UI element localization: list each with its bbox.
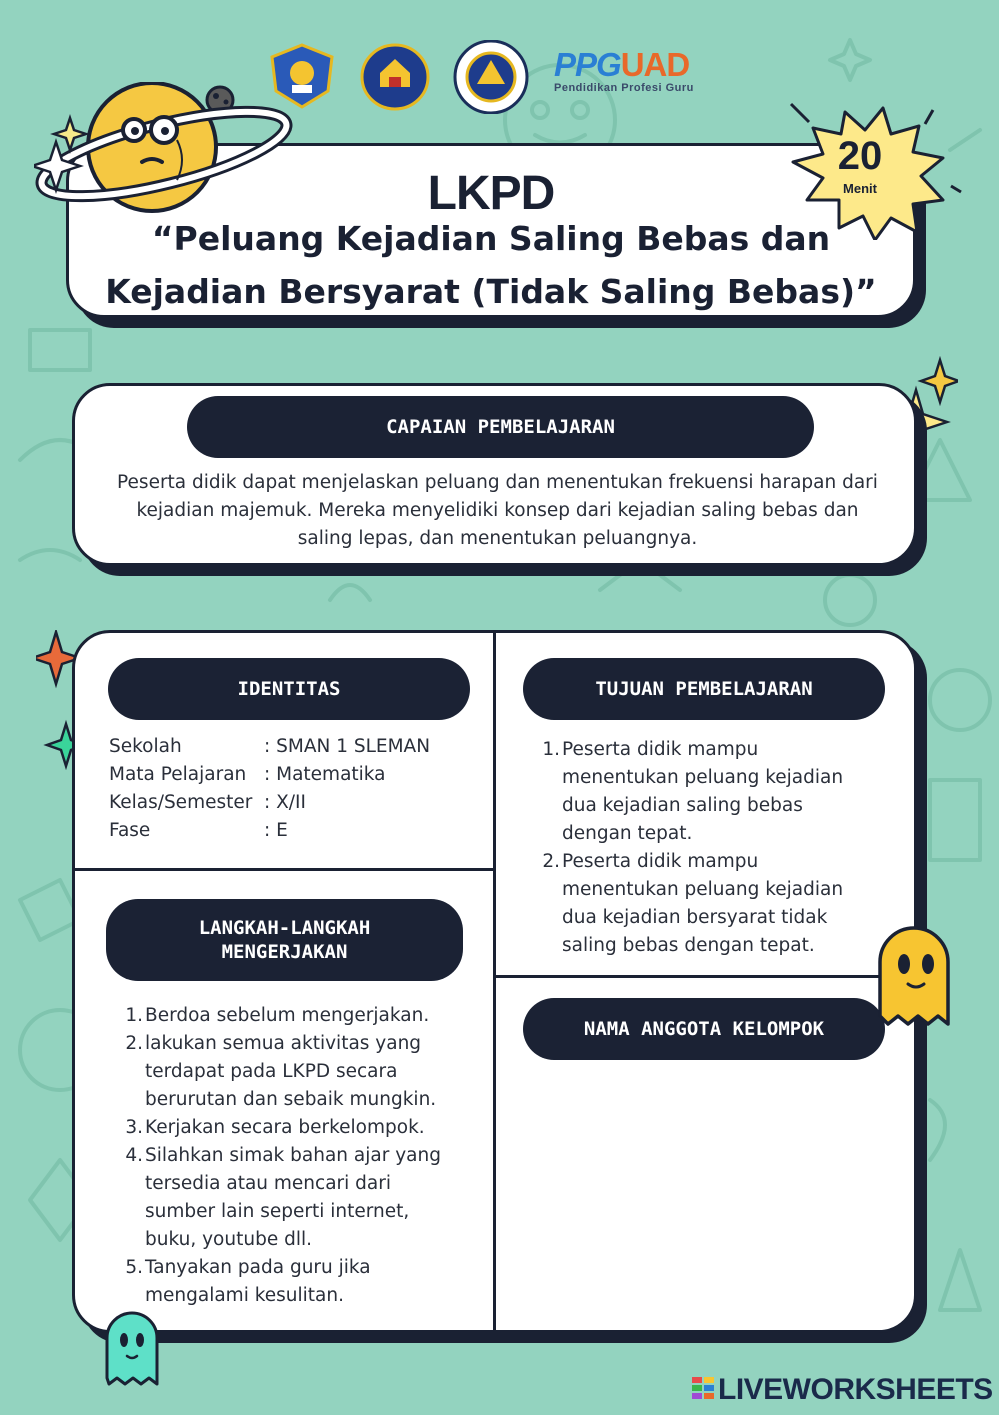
list-item <box>123 1142 453 1254</box>
right-divider <box>494 975 917 978</box>
tujuan-list <box>540 736 845 960</box>
list-item-text: Peserta didik mampu menentukan peluang kejadian dua kejadian saling bebas dengan tepat. <box>562 739 844 844</box>
uad-logo-text: UAD <box>620 46 690 83</box>
list-item-text: Peserta didik mampu menentukan peluang kejadian dua kejadian bersyarat tidak saling bebas dengan tepat. <box>562 851 844 956</box>
time-badge-value: 20 <box>837 134 883 178</box>
list-item <box>123 1002 453 1030</box>
capaian-heading: CAPAIAN PEMBELAJARAN <box>187 396 814 458</box>
identitas-table <box>109 733 430 845</box>
list-item-text: Tanyakan pada guru jika mengalami kesulitan. <box>145 1257 371 1306</box>
identitas-key: Fase <box>109 820 151 841</box>
list-item-number: 2. <box>542 851 560 872</box>
identitas-value: : E <box>264 820 288 841</box>
list-item-number: 4. <box>125 1145 143 1166</box>
langkah-heading <box>106 899 463 981</box>
list-item-number: 1. <box>542 739 560 760</box>
list-item <box>540 736 845 848</box>
identitas-value: : X/II <box>264 792 306 813</box>
identitas-key: Kelas/Semester <box>109 792 253 813</box>
identitas-key: Mata Pelajaran <box>109 764 247 785</box>
langkah-heading-line2: MENGERJAKAN <box>221 941 348 963</box>
ppg-logo-subtitle: Pendidikan Profesi Guru <box>554 82 694 94</box>
list-item-text: Kerjakan secara berkelompok. <box>145 1117 425 1138</box>
capaian-card <box>72 383 917 566</box>
tujuan-heading: TUJUAN PEMBELAJARAN <box>523 658 885 720</box>
langkah-list <box>123 1002 453 1310</box>
time-badge-unit: Menit <box>843 181 877 196</box>
yellow-ghost-icon <box>874 922 954 1030</box>
list-item-text: Silahkan simak bahan ajar yang tersedia atau mencari dari sumber lain seperti internet, buku, youtube dll. <box>145 1145 441 1250</box>
identitas-value: : Matematika <box>264 764 386 785</box>
list-item-number: 2. <box>125 1033 143 1054</box>
list-item <box>123 1114 453 1142</box>
ppg-logo-text: PPG <box>554 46 621 83</box>
page-title: LKPD <box>427 167 555 220</box>
list-item <box>123 1254 453 1310</box>
planet-mascot-icon <box>34 82 294 222</box>
list-item-number: 1. <box>125 1005 143 1026</box>
list-item-text: Berdoa sebelum mengerjakan. <box>145 1005 430 1026</box>
list-item-number: 5. <box>125 1257 143 1278</box>
langkah-heading-line1: LANGKAH-LANGKAH <box>198 917 371 939</box>
identitas-key: Sekolah <box>109 736 182 757</box>
identitas-row <box>109 817 430 845</box>
main-card <box>72 630 917 1333</box>
list-item-number: 3. <box>125 1117 143 1138</box>
identitas-row <box>109 761 430 789</box>
identitas-heading: IDENTITAS <box>108 658 470 720</box>
teal-ghost-icon <box>103 1310 161 1390</box>
ppg-uad-logo <box>554 48 694 94</box>
uad-logo-icon <box>452 40 530 114</box>
list-item <box>540 848 845 960</box>
liveworksheets-brand[interactable]: LIVEWORKSHEETS <box>718 1373 993 1406</box>
identitas-row <box>109 733 430 761</box>
capaian-text: Peserta didik dapat menjelaskan peluang dan menentukan frekuensi harapan dari kejadian majemuk. Mereka menyelidiki konsep dari kejadian saling bebas dan saling lepas, dan menentukan peluangnya. <box>117 472 878 549</box>
sma-1-sleman-logo-icon <box>360 43 430 111</box>
left-divider <box>75 868 494 871</box>
identitas-row <box>109 789 430 817</box>
liveworksheets-logo-icon <box>692 1377 714 1405</box>
identitas-value: : SMAN 1 SLEMAN <box>264 736 431 757</box>
list-item <box>123 1030 453 1114</box>
kelompok-heading: NAMA ANGGOTA KELOMPOK <box>523 998 885 1060</box>
page-subtitle: “Peluang Kejadian Saling Bebas dan Kejadian Bersyarat (Tidak Saling Bebas)” <box>105 219 877 311</box>
list-item-text: lakukan semua aktivitas yang terdapat pada LKPD secara berurutan dan sebaik mungkin. <box>145 1033 437 1110</box>
vertical-divider <box>493 633 496 1333</box>
